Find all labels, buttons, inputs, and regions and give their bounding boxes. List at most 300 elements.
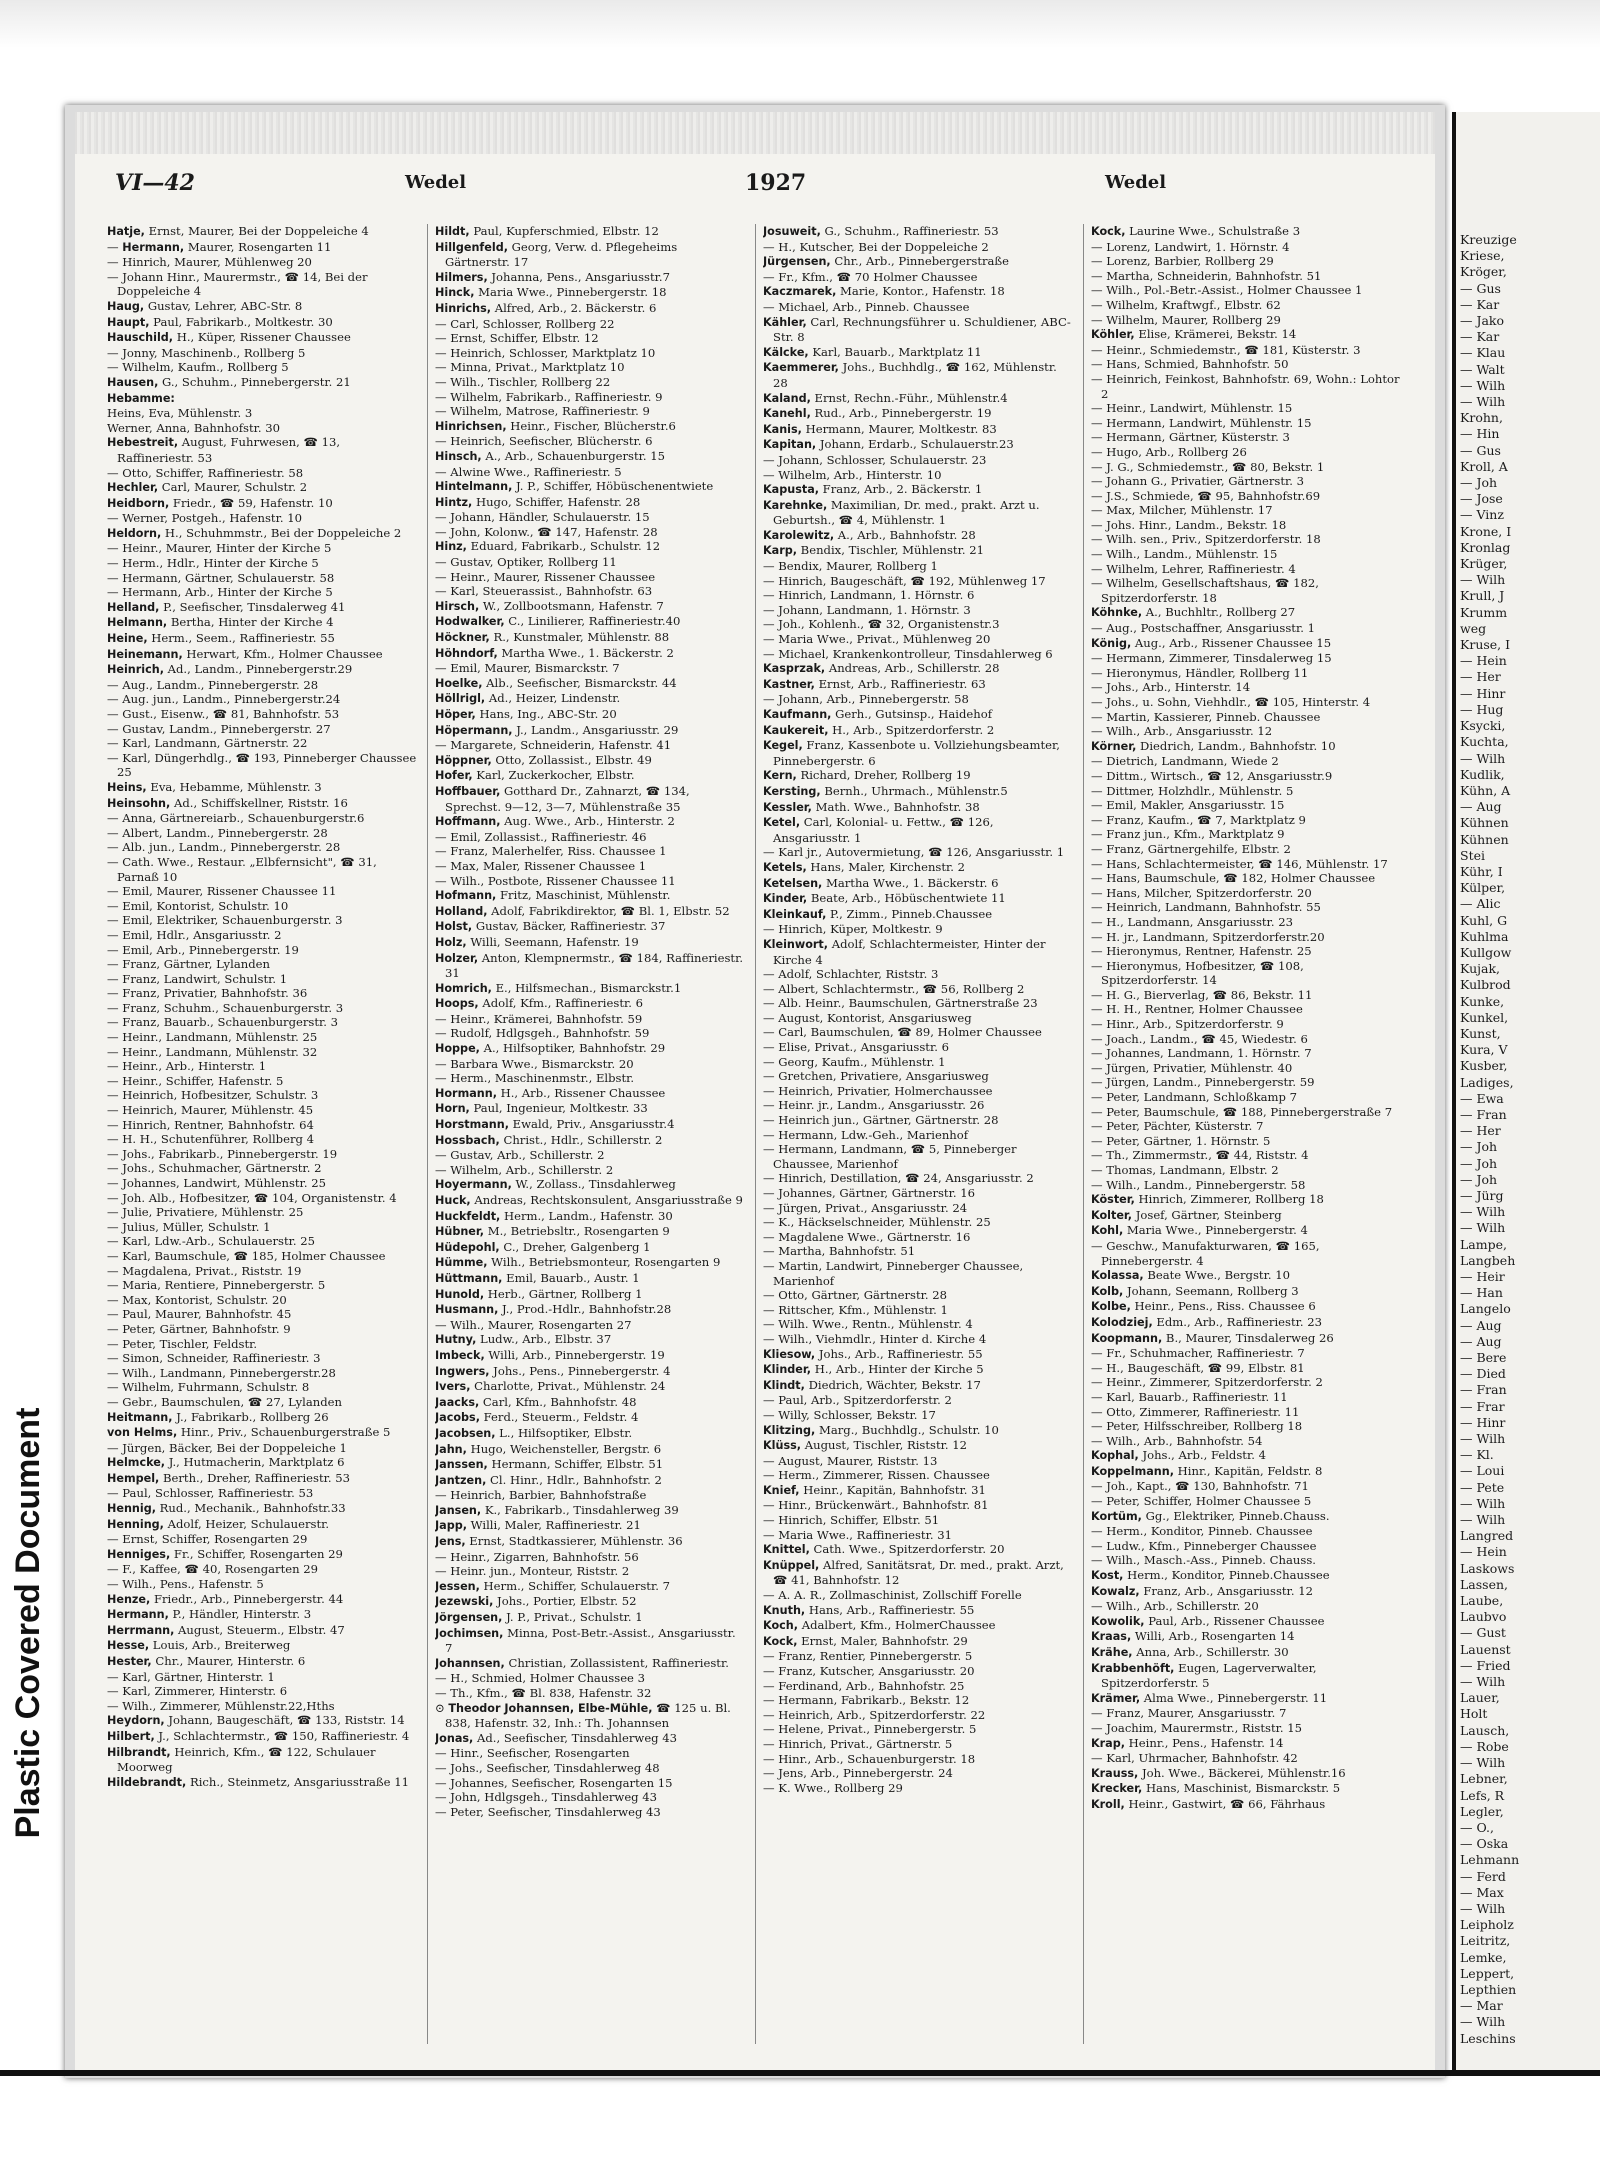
directory-entry: — Johannes, Landwirt, Mühlenstr. 25	[107, 1176, 326, 1190]
directory-entry: — Julius, Müller, Schulstr. 1	[107, 1219, 271, 1234]
directory-entry: — Elise, Privat., Ansgariusstr. 6	[763, 1040, 949, 1055]
directory-entry: — Heinrich, Seefischer, Blücherstr. 6	[435, 434, 653, 449]
directory-entry: Hesse, Louis, Arb., Breiterweg	[107, 1638, 291, 1653]
directory-entry: — Fr., Kfm., ☎ 70 Holmer Chaussee	[763, 269, 978, 284]
adjacent-page-line: — Klau	[1460, 345, 1506, 361]
directory-entry: — Albert, Landm., Pinnebergerstr. 28	[107, 825, 328, 840]
adjacent-page-line: — Heir	[1460, 1269, 1505, 1284]
adjacent-page-line: — Mar	[1460, 1998, 1503, 2014]
directory-entry: — Peter, Pächter, Küsterstr. 7	[1091, 1119, 1264, 1134]
adjacent-page-line: — Joh	[1460, 475, 1498, 491]
directory-entry: — Simon, Schneider, Raffineriestr. 3	[107, 1351, 321, 1366]
adjacent-page-line: — Hin	[1460, 426, 1500, 442]
directory-entry: — Heinrich, Landmann, Bahnhofstr. 55	[1091, 900, 1321, 915]
directory-entry: Hümme, Wilh., Betriebsmonteur, Rosengarten 9	[435, 1255, 721, 1270]
directory-column-2	[435, 224, 745, 2054]
directory-entry: Kähler, Carl, Rechnungsführer u. Schuldiener, ABC-Str. 8	[763, 314, 1071, 345]
column-divider	[427, 224, 428, 2044]
directory-entry: Karolewitz, A., Arb., Bahnhofstr. 28	[763, 527, 976, 542]
directory-entry: — Karl, Bauarb., Raffineriestr. 11	[1091, 1389, 1288, 1404]
directory-entry: — Jürgen, Bäcker, Bei der Doppeleiche 1	[107, 1440, 347, 1455]
directory-entry: Heins, Eva, Hebamme, Mühlenstr. 3	[107, 779, 322, 794]
directory-entry: — Hinr., Arb., Spitzerdorferstr. 9	[1091, 1017, 1284, 1032]
directory-entry: — Heinr., Krämerei, Bahnhofstr. 59	[435, 1011, 643, 1026]
directory-entry: — Wilhelm, Maurer, Rollberg 29	[1091, 312, 1281, 327]
adjacent-page-line: — Max	[1460, 1884, 1504, 1900]
directory-entry: Köhnke, A., Buchhltr., Rollberg 27	[1091, 605, 1296, 620]
adjacent-page-line: — Joh	[1460, 1171, 1498, 1187]
directory-entry: — Herm., Maschinenmstr., Elbstr.	[435, 1071, 635, 1086]
adjacent-page-line: Kühr, I	[1460, 863, 1503, 879]
directory-entry: — Lorenz, Landwirt, 1. Hörnstr. 4	[1091, 239, 1290, 254]
directory-entry: Heidborn, Friedr., ☎ 59, Hafenstr. 10	[107, 495, 333, 510]
directory-entry: Hilbrandt, Heinrich, Kfm., ☎ 122, Schulauer Moorweg	[107, 1744, 376, 1775]
adjacent-page-line: — Gus	[1460, 442, 1501, 458]
directory-entry: — Hinrich, Destillation, ☎ 24, Ansgariusstr. 2	[763, 1171, 1034, 1186]
adjacent-page-line: Kriese,	[1460, 248, 1505, 264]
directory-entry: Kowolik, Paul, Arb., Rissener Chaussee	[1091, 1613, 1325, 1628]
directory-entry: Hoffbauer, Gotthard Dr., Zahnarzt, ☎ 134, Sprechst. 9—12, 3—7, Mühlenstraße 35	[435, 783, 690, 814]
page-number: VI—42	[115, 170, 195, 196]
directory-entry: Kastner, Ernst, Arb., Raffineriestr. 63	[763, 676, 986, 691]
directory-entry: — H. H., Rentner, Holmer Chaussee	[1091, 1002, 1303, 1017]
adjacent-page-line: — Ferd	[1460, 1868, 1506, 1884]
directory-entry: Kaland, Ernst, Rechn.-Führ., Mühlenstr.4	[763, 390, 1008, 405]
directory-entry: Jaacks, Carl, Kfm., Bahnhofstr. 48	[435, 1394, 637, 1409]
directory-entry: — Max, Milcher, Mühlenstr. 17	[1091, 503, 1273, 518]
directory-entry: Hildt, Paul, Kupferschmied, Elbstr. 12	[435, 224, 659, 238]
directory-entry: — Johs., Arb., Hinterstr. 14	[1091, 680, 1251, 695]
column-divider	[755, 224, 756, 2044]
directory-entry: — Hinrich, Privat., Gärtnerstr. 5	[763, 1736, 953, 1751]
directory-entry: — Wilhelm, Gesellschaftshaus, ☎ 182, Spitzerdorferstr. 18	[1091, 576, 1319, 605]
adjacent-page-line: — Joh	[1460, 1139, 1498, 1155]
directory-entry: Henning, Adolf, Heizer, Schulauerstr.	[107, 1516, 330, 1531]
directory-entry: Jahn, Hugo, Weichensteller, Bergstr. 6	[435, 1441, 662, 1456]
directory-entry: — Hermann, Maurer, Rosengarten 11	[107, 239, 332, 254]
directory-entry: Kegel, Franz, Kassenbote u. Vollziehungsbeamter, Pinnebergerstr. 6	[763, 738, 1060, 768]
adjacent-page-line: Kronlag	[1460, 539, 1511, 555]
directory-entry: Heine, Herm., Seem., Raffineriestr. 55	[107, 631, 335, 646]
adjacent-page-line: Kühnen	[1460, 831, 1509, 847]
directory-entry: — H., Schmied, Holmer Chaussee 3	[435, 1671, 645, 1686]
directory-entry: Jürgensen, Chr., Arb., Pinnebergerstraße	[763, 254, 1010, 269]
directory-entry: — Franz, Schuhm., Schauenburgerstr. 3	[107, 1000, 344, 1015]
adjacent-page-line: Kunke,	[1460, 993, 1505, 1009]
directory-entry: — Jürgen, Privat., Ansgariusstr. 24	[763, 1200, 968, 1215]
directory-entry: — Fr., Schuhmacher, Raffineriestr. 7	[1091, 1346, 1305, 1361]
directory-entry: — Wilhelm, Fabrikarb., Raffineriestr. 9	[435, 389, 663, 404]
adjacent-page-line: Kujak,	[1460, 961, 1500, 977]
directory-entry: — Max, Kontorist, Schulstr. 20	[107, 1292, 287, 1307]
directory-entry: — Georg, Kaufm., Mühlenstr. 1	[763, 1054, 946, 1069]
directory-entry: Hinsch, A., Arb., Schauenburgerstr. 15	[435, 448, 666, 463]
directory-entry: Hunold, Herb., Gärtner, Rollberg 1	[435, 1286, 643, 1301]
adjacent-page-line: Kusber,	[1460, 1058, 1508, 1074]
directory-entry: — Peter, Seefischer, Tinsdahlerweg 43	[435, 1804, 661, 1819]
directory-entry: Hennig, Rud., Mechanik., Bahnhofstr.33	[107, 1501, 346, 1516]
directory-entry: — Rudolf, Hdlgsgeh., Bahnhofstr. 59	[435, 1026, 650, 1041]
directory-entry: — Anna, Gärtnereiarb., Schauenburgerstr.6	[107, 811, 365, 826]
directory-entry: — Heinr., Landmann, Mühlenstr. 25	[107, 1030, 318, 1045]
directory-entry: Koch, Adalbert, Kfm., HolmerChaussee	[763, 1618, 996, 1633]
adjacent-page-line: — Wilh	[1460, 750, 1506, 766]
directory-entry: Kessler, Math. Wwe., Bahnhofstr. 38	[763, 799, 980, 814]
directory-entry: Hildebrandt, Rich., Steinmetz, Ansgariusstraße 11	[107, 1774, 409, 1789]
directory-entry: — Franz, Malerhelfer, Riss. Chaussee 1	[435, 844, 667, 859]
adjacent-page-line: Krumm	[1460, 604, 1508, 620]
adjacent-page-line: weg	[1460, 620, 1487, 636]
directory-entry: — Martin, Kassierer, Pinneb. Chaussee	[1091, 709, 1321, 724]
directory-entry: — Th., Kfm., ☎ Bl. 838, Hafenstr. 32	[435, 1686, 652, 1700]
directory-entry: — Dittm., Wirtsch., ☎ 12, Ansgariusstr.9	[1091, 768, 1333, 783]
directory-entry: — Wilh., Maurer, Rosengarten 27	[435, 1317, 632, 1332]
directory-entry: — Wilh., Arb., Ansgariusstr. 12	[1091, 724, 1273, 739]
directory-entry: — Johs., Seefischer, Tinsdahlerweg 48	[435, 1760, 660, 1775]
directory-entry: — Joachim, Maurermstr., Riststr. 15	[1091, 1720, 1303, 1735]
directory-entry: — Hinrich, Schiffer, Elbstr. 51	[763, 1513, 940, 1528]
directory-entry: — A. A. R., Zollmaschinist, Zollschiff Forelle	[763, 1588, 1022, 1603]
directory-entry: — Johs., Fabrikarb., Pinnebergerstr. 19	[107, 1146, 338, 1161]
side-label: Plastic Covered Document	[9, 1407, 47, 1839]
adjacent-page-line: — Oska	[1460, 1836, 1509, 1852]
directory-entry: — Karl, Gärtner, Hinterstr. 1	[107, 1669, 275, 1684]
directory-entry: — Johs. Hinr., Landm., Bekstr. 18	[1091, 517, 1287, 532]
directory-entry: — Hermann, Landmann, ☎ 5, Pinneberger Chaussee, Marienhof	[763, 1142, 1017, 1171]
directory-entry: Hempel, Berth., Dreher, Raffineriestr. 53	[107, 1470, 351, 1485]
directory-entry: — Johann, Landmann, 1. Hörnstr. 3	[763, 602, 971, 617]
adjacent-page-line: — Wilh	[1460, 1755, 1506, 1771]
directory-entry: — Carl, Schlosser, Rollberg 22	[435, 316, 615, 331]
directory-entry: — Wilh., Tischler, Rollberg 22	[435, 374, 611, 389]
directory-entry: — Hinrich, Küper, Moltkestr. 9	[763, 922, 943, 937]
directory-entry: Koppelmann, Hinr., Kapitän, Feldstr. 8	[1091, 1463, 1323, 1478]
directory-entry: Kophal, Johs., Arb., Feldstr. 4	[1091, 1448, 1266, 1463]
directory-entry: Kost, Herm., Konditor, Pinneb.Chaussee	[1091, 1568, 1330, 1583]
directory-entry: Heydorn, Johann, Baugeschäft, ☎ 133, Riststr. 14	[107, 1713, 405, 1728]
directory-entry: — Hinrich, Landmann, 1. Hörnstr. 6	[763, 588, 975, 603]
directory-entry: Hebamme:	[107, 391, 175, 405]
directory-entry: — Max, Maler, Rissener Chaussee 1	[435, 858, 647, 873]
directory-entry: — Emil, Makler, Ansgariusstr. 15	[1091, 798, 1285, 813]
directory-entry: — Hugo, Arb., Rollberg 26	[1091, 444, 1247, 459]
directory-entry: Kolodziej, Edm., Arb., Raffineriestr. 23	[1091, 1314, 1323, 1329]
adjacent-page-line: — Ewa	[1460, 1090, 1504, 1106]
directory-column-1	[107, 224, 417, 2054]
adjacent-page-line: — Vinz	[1460, 507, 1504, 523]
directory-entry: — Karl, Ldw.-Arb., Schulauerstr. 25	[107, 1234, 315, 1249]
adjacent-page-line: Ladiges,	[1460, 1074, 1514, 1090]
directory-entry: — Hermann, Landwirt, Mühlenstr. 15	[1091, 415, 1312, 430]
directory-entry: — Heinrich, Maurer, Mühlenstr. 45	[107, 1103, 314, 1118]
adjacent-page-line: — Kar	[1460, 329, 1500, 345]
directory-entry: Kaukereit, H., Arb., Spitzerdorferstr. 2	[763, 722, 995, 737]
directory-entry: — Wilh., Landm., Pinnebergerstr. 58	[1091, 1177, 1306, 1192]
adjacent-page-line: Laube,	[1460, 1593, 1504, 1609]
directory-entry: — Wilh., Pol.-Betr.-Assist., Holmer Chaussee 1	[1091, 283, 1363, 298]
directory-entry: — Paul, Schlosser, Raffineriestr. 53	[107, 1486, 314, 1501]
directory-entry: — Gustav, Landm., Pinnebergerstr. 27	[107, 721, 331, 736]
adjacent-page-line: — Aug	[1460, 1333, 1502, 1349]
directory-entry: Knuth, Hans, Arb., Raffineriestr. 55	[763, 1602, 975, 1617]
directory-entry: — Heinrich, Barbier, Bahnhofstraße	[435, 1488, 647, 1503]
directory-entry: Hechler, Carl, Maurer, Schulstr. 2	[107, 480, 308, 495]
directory-entry: — H. G., Bierverlag, ☎ 86, Bekstr. 11	[1091, 987, 1313, 1002]
directory-entry: — Werner, Postgeh., Hafenstr. 10	[107, 511, 302, 526]
directory-entry: — Franz, Gärtner, Lylanden	[107, 957, 270, 972]
directory-entry: — Hermann, Ldw.-Geh., Marienhof	[763, 1127, 969, 1142]
directory-entry: Krabbenhöft, Eugen, Lagerverwalter, Spitzerdorferstr. 5	[1091, 1660, 1317, 1691]
directory-entry: — Peter, Schiffer, Holmer Chaussee 5	[1091, 1494, 1312, 1509]
directory-entry: Kinder, Beate, Arb., Höbüschentwiete 11	[763, 891, 1006, 906]
adjacent-page-line: Lemke,	[1460, 1949, 1507, 1965]
directory-entry: Holzer, Anton, Klempnermstr., ☎ 184, Raffineriestr. 31	[435, 950, 744, 981]
directory-entry: Karehnke, Maximilian, Dr. med., prakt. Arzt u. Geburtsh., ☎ 4, Mühlenstr. 1	[763, 497, 1040, 528]
adjacent-page-line: Leppert,	[1460, 1965, 1515, 1981]
directory-entry: — Martha, Bahnhofstr. 51	[763, 1244, 916, 1259]
directory-entry: Ketels, Hans, Maler, Kirchenstr. 2	[763, 859, 966, 874]
adjacent-page-line: — Fran	[1460, 1106, 1507, 1122]
directory-entry: — Wilhelm, Kraftwgf., Elbstr. 62	[1091, 297, 1281, 312]
adjacent-page-line: — Wilh	[1460, 377, 1506, 393]
directory-entry: — August, Kontorist, Ansgariusweg	[763, 1010, 972, 1025]
directory-entry: — Wilh., Viehmdlr., Hinter d. Kirche 4	[763, 1331, 987, 1346]
directory-entry: — K., Häckselschneider, Mühlenstr. 25	[763, 1215, 991, 1230]
directory-entry: Krähe, Anna, Arb., Schillerstr. 30	[1091, 1645, 1289, 1659]
directory-entry: Holland, Adolf, Fabrikdirektor, ☎ Bl. 1, Elbstr. 52	[435, 903, 730, 918]
directory-entry: — Wilh. sen., Priv., Spitzerdorferstr. 18	[1091, 532, 1321, 547]
directory-entry: — Maria Wwe., Privat., Mühlenweg 20	[763, 632, 991, 647]
adjacent-page-line: Leitritz,	[1460, 1933, 1511, 1949]
directory-entry: Höper, Hans, Ing., ABC-Str. 20	[435, 707, 617, 721]
directory-entry: — Peter, Baumschule, ☎ 188, Pinnebergerstraße 7	[1091, 1104, 1393, 1119]
directory-column-4	[1091, 224, 1401, 2054]
directory-entry: — Aug., Landm., Pinnebergerstr. 28	[107, 677, 319, 692]
directory-entry: Kanehl, Rud., Arb., Pinnebergerstr. 19	[763, 406, 992, 421]
adjacent-page-line: — Loui	[1460, 1463, 1505, 1479]
adjacent-page-line: — Died	[1460, 1366, 1506, 1382]
adjacent-page-line: Kühn, A	[1460, 782, 1511, 798]
adjacent-page-line: — Robe	[1460, 1738, 1509, 1754]
adjacent-page-line: — Jürg	[1460, 1187, 1504, 1203]
directory-entry: Krap, Heinr., Pens., Hafenstr. 14	[1091, 1735, 1284, 1750]
directory-entry: — Th., Zimmermstr., ☎ 44, Riststr. 4	[1091, 1148, 1309, 1163]
adjacent-page-line: Krüger,	[1460, 556, 1508, 572]
directory-entry: Jezewski, Johs., Portier, Elbstr. 52	[435, 1594, 637, 1609]
adjacent-page-line: Leschins	[1460, 2030, 1516, 2046]
directory-entry: — Karl, Düngerhdlg., ☎ 193, Pinneberger Chaussee 25	[107, 750, 417, 780]
directory-entry: — Franz, Landwirt, Schulstr. 1	[107, 971, 288, 986]
directory-entry: Jacobs, Ferd., Steuerm., Feldstr. 4	[435, 1410, 639, 1425]
directory-entry: — Joh., Kapt., ☎ 130, Bahnhofstr. 71	[1091, 1479, 1309, 1494]
adjacent-page-line: Legler,	[1460, 1803, 1504, 1819]
directory-entry: — Johannes, Seefischer, Rosengarten 15	[435, 1775, 673, 1790]
directory-entry: Jens, Ernst, Stadtkassierer, Mühlenstr. 36	[435, 1534, 683, 1549]
directory-entry: — Peter, Gärtner, Bahnhofstr. 9	[107, 1321, 291, 1336]
directory-entry: Johannsen, Christian, Zollassistent, Raffineriestr.	[435, 1655, 729, 1670]
directory-entry: — Otto, Schiffer, Raffineriestr. 58	[107, 465, 304, 480]
adjacent-page-line: — Fried	[1460, 1657, 1511, 1673]
adjacent-page-line: — Walt	[1460, 361, 1505, 377]
directory-entry: — H., Landmann, Ansgariusstr. 23	[1091, 914, 1293, 929]
directory-entry: Klinder, H., Arb., Hinter der Kirche 5	[763, 1362, 984, 1377]
adjacent-page-line: Laubvo	[1460, 1609, 1507, 1625]
directory-entry: — Heinr. jun., Monteur, Riststr. 2	[435, 1564, 630, 1579]
directory-entry: Kolbe, Heinr., Pens., Riss. Chaussee 6	[1091, 1299, 1316, 1314]
adjacent-page-line: — Wilh	[1460, 1431, 1506, 1447]
directory-entry: Krecker, Hans, Maschinist, Bismarckstr. 5	[1091, 1781, 1341, 1796]
adjacent-page-line: — Gus	[1460, 280, 1501, 296]
directory-entry: Henniges, Fr., Schiffer, Rosengarten 29	[107, 1546, 343, 1561]
directory-entry: Kaemmerer, Johs., Buchhdlg., ☎ 162, Mühlenstr. 28	[763, 360, 1057, 390]
directory-entry: — Aug., Postschaffner, Ansgariusstr. 1	[1091, 621, 1315, 636]
adjacent-page-line: — Hinr	[1460, 1414, 1506, 1430]
directory-entry: Krauss, Joh. Wwe., Bäckerei, Mühlenstr.16	[1091, 1765, 1346, 1780]
directory-entry: Kaczmarek, Marie, Kontor., Hafenstr. 18	[763, 284, 1005, 299]
directory-entry: — Hans, Milcher, Spitzerdorferstr. 20	[1091, 885, 1312, 900]
directory-entry: — John, Kolonw., ☎ 147, Hafenstr. 28	[435, 524, 658, 539]
directory-entry: — Hermann, Gärtner, Küsterstr. 3	[1091, 430, 1290, 445]
directory-entry: — H., Baugeschäft, ☎ 99, Elbstr. 81	[1091, 1360, 1305, 1375]
directory-entry: — Jürgen, Landm., Pinnebergerstr. 59	[1091, 1075, 1315, 1090]
directory-entry: — Emil, Maurer, Rissener Chaussee 11	[107, 884, 337, 899]
directory-entry: Köster, Hinrich, Zimmerer, Rollberg 18	[1091, 1192, 1324, 1207]
adjacent-page-line: — Hinr	[1460, 685, 1506, 701]
directory-entry: — Dittmer, Holzhdlr., Mühlenstr. 5	[1091, 783, 1294, 798]
adjacent-page-line: — Wilh	[1460, 1220, 1506, 1236]
directory-entry: Janssen, Hermann, Schiffer, Elbstr. 51	[435, 1457, 664, 1472]
directory-entry: — Wilh., Landm., Mühlenstr. 15	[1091, 547, 1278, 562]
directory-entry: — Emil, Arb., Pinnebergerstr. 19	[107, 942, 299, 957]
directory-entry: — Paul, Maurer, Bahnhofstr. 45	[107, 1307, 292, 1322]
adjacent-page-line: — Wilh	[1460, 2014, 1506, 2030]
adjacent-page-line: — Alic	[1460, 896, 1501, 912]
directory-entry: Klindt, Diedrich, Wächter, Bekstr. 17	[763, 1377, 981, 1392]
directory-entry: — Wilhelm, Matrose, Raffineriestr. 9	[435, 404, 650, 419]
directory-entry: — Johann, Händler, Schulauerstr. 15	[435, 510, 650, 525]
directory-entry: Höpermann, J., Landm., Ansgariusstr. 29	[435, 722, 679, 737]
directory-entry: — Peter, Tischler, Feldstr.	[107, 1336, 258, 1351]
directory-entry: — Albert, Schlachtermstr., ☎ 56, Rollberg 2	[763, 981, 1025, 996]
directory-entry: — Hermann, Fabrikarb., Bekstr. 12	[763, 1693, 970, 1708]
directory-entry: — H. H., Schutenführer, Rollberg 4	[107, 1132, 314, 1147]
directory-entry: — H., Kutscher, Bei der Doppeleiche 2	[763, 239, 989, 254]
directory-entry: Hilmers, Johanna, Pens., Ansgariusstr.7	[435, 269, 670, 284]
directory-entry: Krämer, Alma Wwe., Pinnebergerstr. 11	[1091, 1690, 1328, 1705]
directory-entry: Husmann, J., Prod.-Hdlr., Bahnhofstr.28	[435, 1302, 672, 1317]
adjacent-page-line: — Her	[1460, 669, 1501, 685]
directory-entry: — Cath. Wwe., Restaur. „Elbfernsicht", ☎ 31, Parnaß 10	[107, 854, 377, 884]
directory-entry: — Gebr., Baumschulen, ☎ 27, Lylanden	[107, 1394, 342, 1409]
directory-entry: Herrmann, August, Steuerm., Elbstr. 47	[107, 1622, 345, 1637]
header-place-left: Wedel	[405, 172, 467, 193]
directory-entry: — Wilhelm, Lehrer, Raffineriestr. 4	[1091, 561, 1296, 576]
directory-entry: — Ernst, Schiffer, Rosengarten 29	[107, 1532, 308, 1547]
adjacent-page-line: — Wilh	[1460, 1512, 1506, 1528]
directory-entry: — Peter, Gärtner, 1. Hörnstr. 5	[1091, 1133, 1271, 1148]
directory-entry: — Karl, Landmann, Gärtnerstr. 22	[107, 736, 308, 751]
directory-entry: Jansen, K., Fabrikarb., Tinsdahlerweg 39	[435, 1502, 679, 1517]
directory-entry: Hermann, P., Händler, Hinterstr. 3	[107, 1607, 312, 1622]
directory-entry: von Helms, Hinr., Priv., Schauenburgerstraße 5	[107, 1425, 391, 1440]
adjacent-page-line: — Wilh	[1460, 1495, 1506, 1511]
directory-entry: — Herm., Hdlr., Hinter der Kirche 5	[107, 556, 319, 571]
directory-entry: Hinrichs, Alfred, Arb., 2. Bäckerstr. 6	[435, 300, 657, 315]
directory-entry: Horn, Paul, Ingenieur, Moltkestr. 33	[435, 1101, 648, 1116]
directory-entry: Kraas, Willi, Arb., Rosengarten 14	[1091, 1629, 1295, 1644]
directory-entry: — Alwine Wwe., Raffineriestr. 5	[435, 464, 622, 479]
adjacent-page-line: Krull, J	[1460, 588, 1505, 604]
directory-entry: — August, Maurer, Riststr. 13	[763, 1453, 938, 1468]
adjacent-page-line: — Kl.	[1460, 1447, 1494, 1463]
directory-entry: — Peter, Hilfsschreiber, Rollberg 18	[1091, 1419, 1303, 1434]
directory-entry: — Heinr., Schmiedemstr., ☎ 181, Küsterstr. 3	[1091, 342, 1361, 357]
directory-entry: Homrich, E., Hilfsmechan., Bismarckstr.1	[435, 980, 682, 995]
directory-entry: — Wilh., Arb., Schillerstr. 20	[1091, 1599, 1259, 1614]
directory-entry: — Gretchen, Privatiere, Ansgariusweg	[763, 1069, 989, 1084]
directory-entry: — Karl, Steuerassist., Bahnhofstr. 63	[435, 584, 653, 599]
adjacent-page-line: Kreuzige	[1460, 232, 1517, 247]
adjacent-page-line: Langred	[1460, 1528, 1514, 1544]
adjacent-page-line: — Bere	[1460, 1350, 1507, 1366]
adjacent-page-line: Holt	[1460, 1706, 1488, 1722]
directory-entry: — John, Hdlgsgeh., Tinsdahlerweg 43	[435, 1790, 658, 1805]
directory-entry: — Franz, Kaufm., ☎ 7, Marktplatz 9	[1091, 812, 1306, 827]
directory-entry: Höhndorf, Martha Wwe., 1. Bäckerstr. 2	[435, 645, 674, 660]
adjacent-page-line: — Han	[1460, 1285, 1503, 1301]
directory-entry: Hauschild, H., Küper, Rissener Chaussee	[107, 330, 351, 345]
directory-entry: — Johann G., Privatier, Gärtnerstr. 3	[1091, 474, 1305, 489]
directory-entry: — Hieronymus, Händler, Rollberg 11	[1091, 665, 1309, 680]
directory-entry: — F., Kaffee, ☎ 40, Rosengarten 29	[107, 1562, 319, 1577]
directory-entry: — Wilhelm, Fuhrmann, Schulstr. 8	[107, 1380, 310, 1395]
directory-entry: — Emil, Maurer, Bismarckstr. 7	[435, 661, 620, 676]
directory-entry: Höllrigl, Ad., Heizer, Lindenstr.	[435, 691, 621, 706]
adjacent-page-line: — Joh	[1460, 1155, 1498, 1171]
adjacent-page-line: Leipholz	[1460, 1917, 1514, 1933]
directory-entry: — Joach., Landm., ☎ 45, Wiedestr. 6	[1091, 1031, 1308, 1046]
directory-entry: Ketel, Carl, Kolonial- u. Fettw., ☎ 126, Ansgariusstr. 1	[763, 815, 994, 845]
directory-entry: — Geschw., Manufakturwaren, ☎ 165, Pinnebergerstr. 4	[1091, 1238, 1320, 1268]
directory-entry: — Hinrich, Maurer, Mühlenweg 20	[107, 255, 312, 270]
directory-entry: — Johann, Schlosser, Schulauerstr. 23	[763, 452, 987, 467]
adjacent-page-line: — Wilh	[1460, 394, 1506, 410]
directory-entry: Haug, Gustav, Lehrer, ABC-Str. 8	[107, 298, 303, 313]
adjacent-page-line: — Aug	[1460, 799, 1502, 815]
directory-entry: Höckner, R., Kunstmaler, Mühlenstr. 88	[435, 630, 670, 645]
directory-entry: Hintelmann, J. P., Schiffer, Höbüschenentwiete	[435, 479, 714, 494]
adjacent-page-line: Kura, V	[1460, 1042, 1508, 1058]
directory-entry: Hofmann, Fritz, Maschinist, Mühlenstr.	[435, 888, 671, 903]
adjacent-page-line: Lauer,	[1460, 1690, 1500, 1706]
directory-entry: Hoppe, A., Hilfsoptiker, Bahnhofstr. 29	[435, 1041, 666, 1056]
adjacent-page-line: Lausch,	[1460, 1722, 1510, 1738]
directory-entry: Hester, Chr., Maurer, Hinterstr. 6	[107, 1654, 306, 1668]
adjacent-page-line: Krohn,	[1460, 410, 1503, 426]
adjacent-page-line: Lehmann	[1460, 1852, 1520, 1868]
directory-entry: Heldorn, H., Schuhmmstr., Bei der Doppeleiche 2	[107, 525, 402, 540]
adjacent-page-line: — Gust	[1460, 1625, 1506, 1641]
directory-entry: Hinz, Eduard, Fabrikarb., Schulstr. 12	[435, 539, 661, 554]
directory-entry: — Franz, Gärtnergehilfe, Elbstr. 2	[1091, 841, 1291, 856]
directory-entry: Jantzen, Cl. Hinr., Hdlr., Bahnhofstr. 2	[435, 1472, 662, 1487]
directory-entry: — Ferdinand, Arb., Bahnhofstr. 25	[763, 1678, 965, 1693]
adjacent-page-line: Lefs, R	[1460, 1787, 1505, 1803]
directory-entry: — Karl, Zimmerer, Hinterstr. 6	[107, 1684, 288, 1699]
directory-entry: Helland, P., Seefischer, Tinsdalerweg 41	[107, 599, 346, 614]
directory-entry: Koopmann, B., Maurer, Tinsdalerweg 26	[1091, 1330, 1334, 1345]
directory-entry: — Maria Wwe., Raffineriestr. 31	[763, 1527, 952, 1542]
